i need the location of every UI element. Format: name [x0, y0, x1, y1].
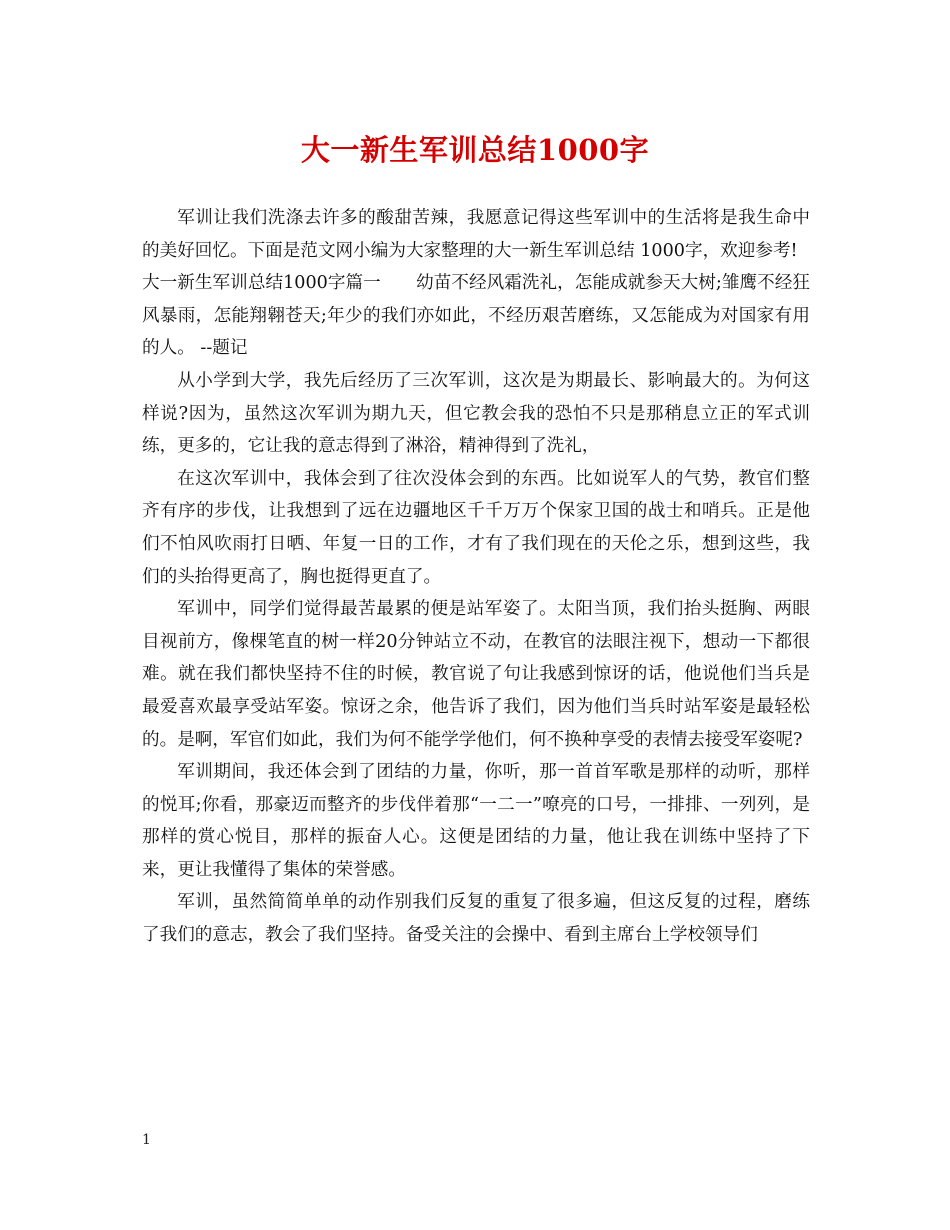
document-body — [142, 202, 810, 952]
paragraph-2: 大一新生军训总结1000字篇一 幼苗不经风霜洗礼，怎能成就参天大树;雏鹰不经狂风暴雨，怎能翔翱苍天;年少的我们亦如此，不经历艰苦磨练，又怎能成为对国家有用的人。 --题记 — [142, 273, 810, 359]
paragraph-3: 从小学到大学，我先后经历了三次军训，这次是为期最长、影响最大的。为何这样说?因为，虽然这次军训为期九天，但它教会我的恐怕不只是那稍息立正的军式训练，更多的，它让我的意志得到了淋浴，精神得到了洗礼， — [142, 370, 810, 457]
paragraph-1: 军训让我们洗涤去许多的酸甜苦辣，我愿意记得这些军训中的生活将是我生命中的美好回忆。下面是范文网小编为大家整理的大一新生军训总结 1000字，欢迎参考! — [142, 208, 810, 261]
paragraph-7: 军训，虽然简简单单的动作别我们反复的重复了很多遍，但这反复的过程，磨练了我们的意志，教会了我们坚持。备受关注的会操中、看到主席台上学校领导们 — [142, 892, 810, 946]
document-title: 大一新生军训总结1000字 — [300, 133, 650, 167]
paragraph-5: 军训中，同学们觉得最苦最累的便是站军姿了。太阳当顶，我们抬头挺胸、两眼目视前方，像棵笔直的树一样20分钟站立不动，在教官的法眼注视下，想动一下都很难。就在我们都快坚持不住的时候，教官说了句让我感到惊讶的话，他说他们当兵是最爱喜欢最享受站军姿。惊讶之余，他告诉了我们，因为他们当兵时站军姿是最轻松的。是啊，军官们如此，我们为何不能学学他们，何不换种享受的表情去接受军姿呢? — [142, 599, 810, 750]
paragraph-6: 军训期间，我还体会到了团结的力量，你听，那一首首军歌是那样的动听，那样的悦耳;你看，那豪迈而整齐的步伐伴着那“一二一”嘹亮的口号，一排排、一列列，是那样的赏心悦目，那样的振奋人心。这便是团结的力量，他让我在训练中坚持了下来，更让我懂得了集体的荣誉感。 — [142, 762, 810, 880]
page-number: 1 — [142, 1132, 151, 1148]
paragraph-4: 在这次军训中，我体会到了往次没体会到的东西。比如说军人的气势，教官们整齐有序的步伐，让我想到了远在边疆地区千千万万个保家卫国的战士和哨兵。正是他们不怕风吹雨打日晒、年复一日的工作，才有了我们现在的天伦之乐，想到这些，我们的头抬得更高了，胸也挺得更直了。 — [142, 468, 810, 587]
